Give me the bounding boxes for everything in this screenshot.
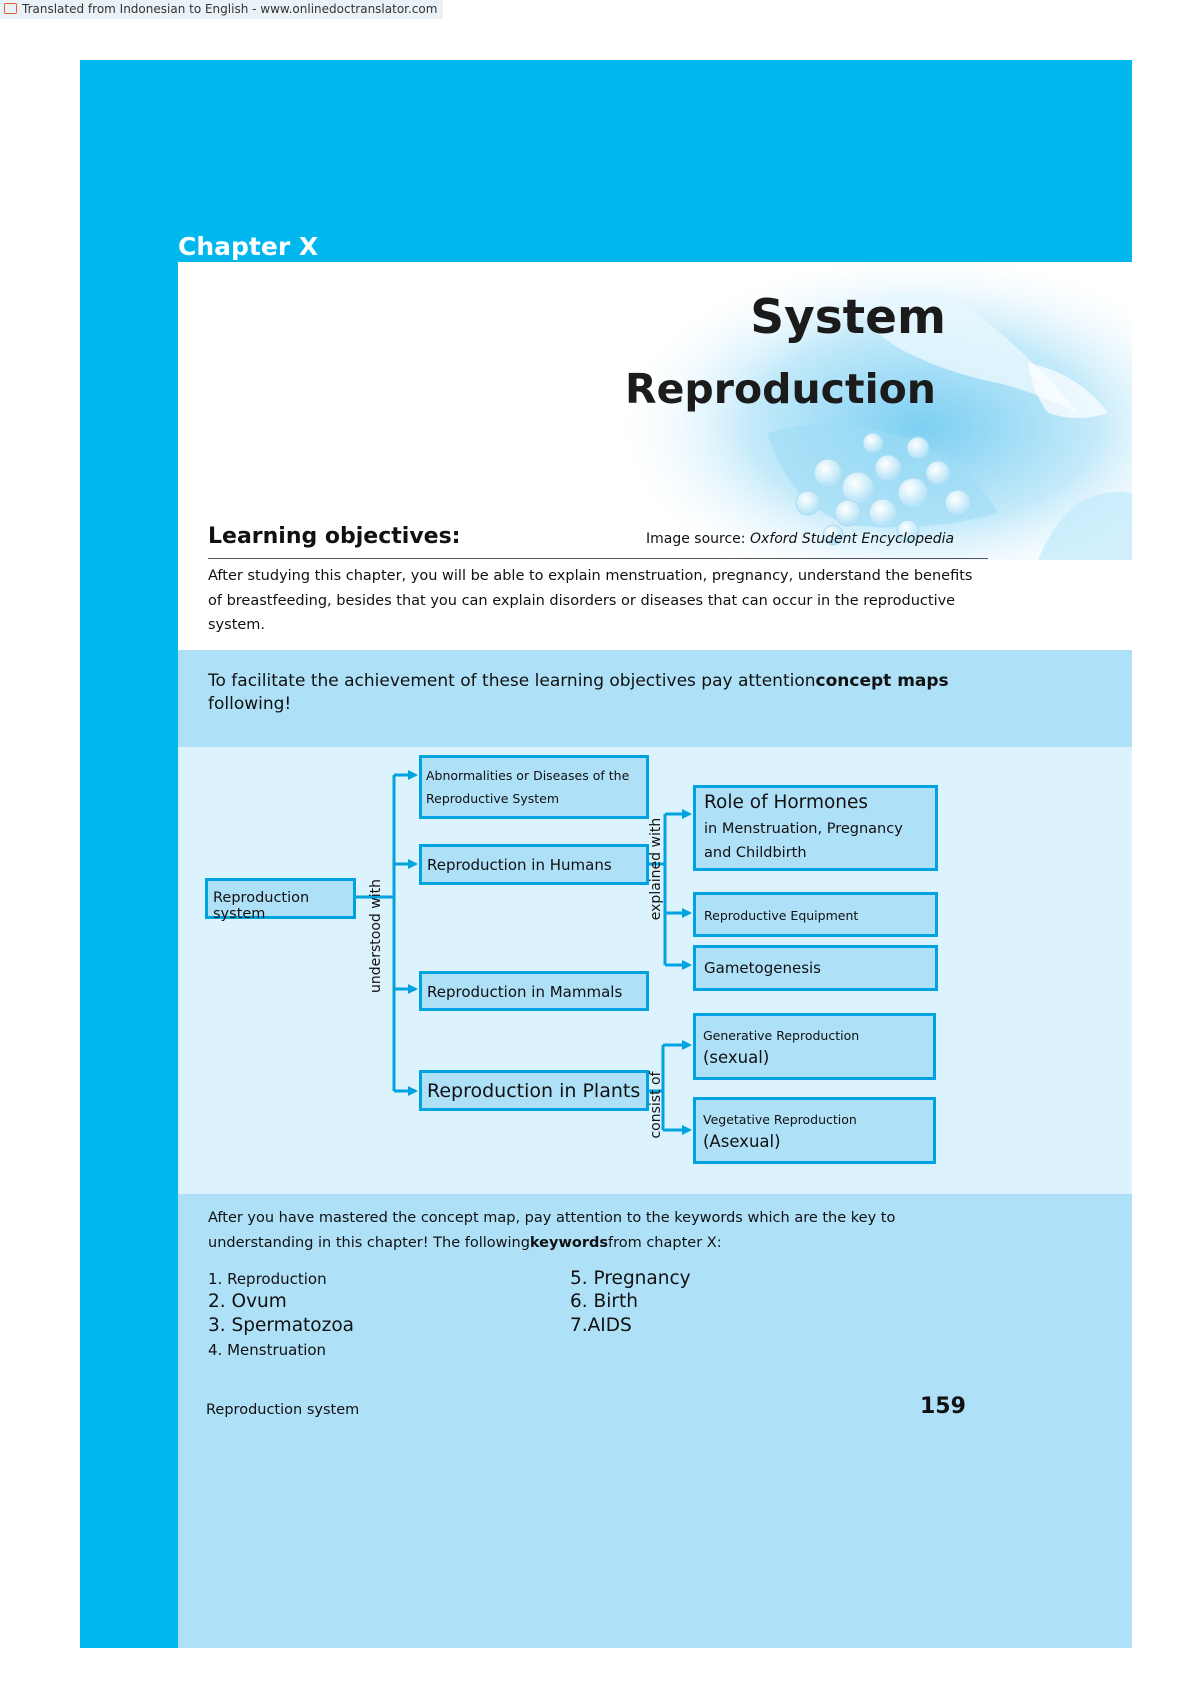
concept-map [178, 747, 1132, 1194]
facilitate-bold: concept maps [815, 671, 949, 691]
node-reproduction-humans-label: Reproduction in Humans [427, 856, 612, 874]
node-reproduction-mammals-label: Reproduction in Mammals [427, 983, 623, 1001]
learning-objectives-rule [208, 558, 988, 559]
node-role-of-hormones-sub: in Menstruation, Pregnancy and Childbirth [704, 821, 903, 861]
keywords-intro-text-end: from chapter X: [607, 1235, 722, 1251]
image-source-caption [646, 531, 954, 547]
node-reproduction-plants [419, 1070, 649, 1111]
title-line-2: Reproduction [625, 365, 936, 413]
keywords-column-2 [570, 1267, 691, 1338]
node-reproductive-equipment-label: Reproductive Equipment [704, 908, 859, 923]
keyword-item: 2. Ovum [208, 1291, 287, 1312]
facilitate-text-end: following! [208, 694, 292, 714]
node-generative-reproduction-title: Generative Reproduction [703, 1028, 860, 1043]
node-generative-reproduction-sub: (sexual) [703, 1048, 770, 1067]
translation-banner[interactable] [0, 0, 443, 19]
translate-icon [4, 3, 17, 14]
keyword-item: 4. Menstruation [208, 1341, 327, 1359]
node-reproductive-equipment [693, 892, 938, 937]
node-reproduction-system-label: Reproduction system [213, 890, 310, 922]
node-reproduction-plants-label: Reproduction in Plants [427, 1080, 641, 1102]
keywords-intro-text: After you have mastered the concept map, pay attention to the keywords which are the key to understanding in this chapter! The following [208, 1210, 896, 1251]
chapter-label: Chapter X [178, 232, 319, 261]
node-role-of-hormones-title: Role of Hormones [704, 792, 869, 813]
keyword-item: 6. Birth [570, 1291, 638, 1312]
node-abnormalities-label: Abnormalities or Diseases of the Reproductive System [426, 768, 630, 806]
edge-label-understood-with: understood with [368, 879, 384, 993]
node-vegetative-reproduction-sub: (Asexual) [703, 1132, 781, 1151]
facilitate-text: To facilitate the achievement of these learning objectives pay attention [208, 671, 816, 691]
learning-objectives-heading: Learning objectives: [208, 524, 461, 549]
node-vegetative-reproduction [693, 1097, 936, 1164]
concept-map-intro [178, 650, 1132, 747]
keyword-item: 7.AIDS [570, 1315, 632, 1336]
footer-section-title: Reproduction system [206, 1402, 360, 1418]
node-vegetative-reproduction-title: Vegetative Reproduction [703, 1112, 857, 1127]
keyword-item: 1. Reproduction [208, 1270, 327, 1288]
node-role-of-hormones [693, 785, 938, 871]
image-source-label: Image source: [646, 531, 746, 547]
keywords-section [178, 1194, 1132, 1648]
node-reproduction-system [205, 878, 356, 922]
edge-label-explained-with: explained with [648, 817, 664, 921]
node-gametogenesis-label: Gametogenesis [704, 959, 821, 977]
keywords-intro-bold: keywords [529, 1235, 608, 1251]
concept-map-intro-text [208, 670, 1028, 716]
node-gametogenesis [693, 945, 938, 991]
learning-objectives-text: After studying this chapter, you will be able to explain menstruation, pregnancy, understand the benefits of breastfeeding, besides that you can explain disorders or diseases that can occur in the reproductive system. [208, 568, 973, 633]
chapter-header [178, 263, 1132, 650]
title-line-1: System [750, 290, 946, 345]
node-abnormalities [419, 755, 649, 819]
page-number: 159 [920, 1394, 966, 1419]
keywords-column-1 [208, 1267, 354, 1362]
node-reproduction-mammals [419, 971, 649, 1011]
keyword-item: 3. Spermatozoa [208, 1315, 354, 1336]
keyword-item: 5. Pregnancy [570, 1268, 691, 1289]
keywords-intro [208, 1206, 978, 1256]
translation-banner-text: Translated from Indonesian to English - www.onlinedoctranslator.com [22, 2, 438, 16]
node-generative-reproduction [693, 1013, 936, 1080]
node-reproduction-humans [419, 844, 649, 885]
image-source-value: Oxford Student Encyclopedia [749, 531, 955, 547]
edge-label-consist-of: consist of [648, 1071, 664, 1139]
